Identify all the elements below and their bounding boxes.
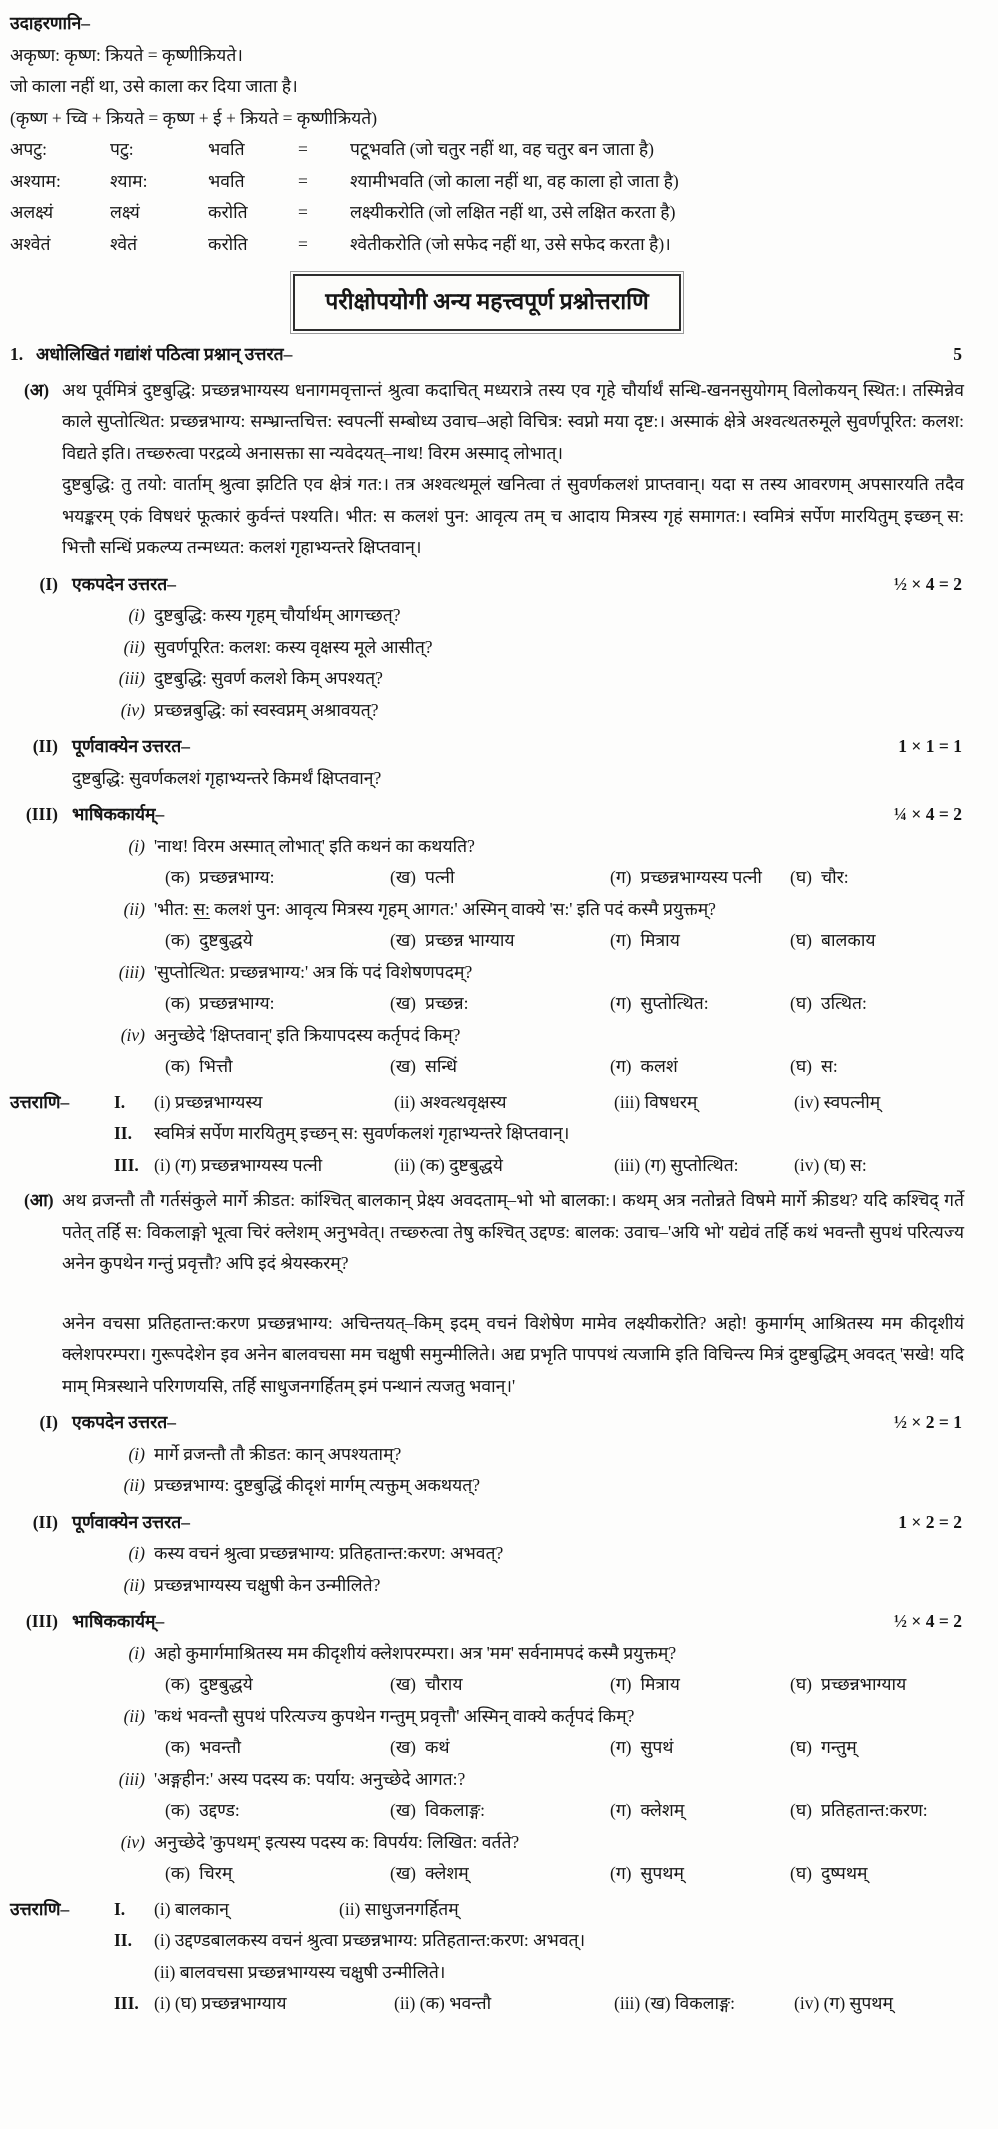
mcq-question: [10, 1764, 964, 1796]
option: [790, 1051, 964, 1083]
examples-section: [10, 8, 964, 260]
subsection-title: भाषिककार्यम्–: [72, 1611, 165, 1632]
underlined-word: स:: [193, 898, 210, 919]
item-text: प्रच्छन्नभाग्यस्य चक्षुषी केन उन्मीलिते?: [154, 1574, 381, 1595]
section-heading-box: परीक्षोपयोगी अन्य महत्त्वपूर्ण प्रश्नोत्तराणि: [293, 274, 681, 331]
option-value: विकलाङ्ग:: [424, 1800, 486, 1821]
option-key: (घ): [790, 1863, 812, 1884]
option-key: (घ): [790, 1737, 812, 1758]
option-key: (क): [165, 993, 191, 1014]
option: [610, 1795, 790, 1827]
mcq-question: [10, 1827, 964, 1859]
option-value: बालकाय: [821, 930, 876, 951]
options-row: [10, 1732, 964, 1764]
mcq-question: [10, 1020, 964, 1052]
item-number: (ii): [123, 1705, 145, 1726]
option: [790, 988, 964, 1020]
question-item: [10, 1538, 964, 1570]
option-key: (ग): [610, 1800, 632, 1821]
subsection-label: (III): [25, 1611, 58, 1632]
option: [790, 1858, 964, 1890]
example-result: श्वेतीकरोति (जो सफेद नहीं था, उसे सफेद करता है)।: [350, 233, 671, 254]
option-value: प्रच्छन्न:: [424, 993, 469, 1014]
section-heading-wrap: [10, 274, 964, 331]
item-number: (i): [128, 1543, 145, 1564]
example-row: [10, 166, 964, 198]
item-number: (iv): [120, 1831, 145, 1852]
option-key: (घ): [790, 1056, 812, 1077]
example-verb: भवति: [208, 139, 245, 159]
item-number: (i): [128, 1443, 145, 1464]
answer-roman: III.: [114, 1993, 139, 2014]
subsection-title: एकपदेन उत्तरत–: [72, 1412, 177, 1433]
option-value: सुपथम्: [640, 1863, 684, 1884]
mcq-question: [10, 1701, 964, 1733]
options-row: [10, 1051, 964, 1083]
option-value: उद्दण्ड:: [199, 1800, 240, 1821]
item-number: (ii): [123, 1475, 145, 1496]
item-number: (ii): [123, 1574, 145, 1595]
option: [390, 1732, 610, 1764]
option-value: प्रच्छन्नभाग्य:: [199, 993, 275, 1014]
item-text: अनुच्छेदे 'कुपथम्' इत्यस्य पदस्य क: विपर्यय: लिखित: वर्तते?: [154, 1831, 520, 1852]
answer-part: (ii) (क) भवन्तौ: [394, 1993, 492, 2014]
item-number: (i): [128, 1642, 145, 1663]
question-item: [10, 1470, 964, 1502]
answer-part: (i) प्रच्छन्नभाग्यस्य: [154, 1091, 263, 1112]
answers-block-aa: [10, 1894, 964, 2020]
option: [610, 1732, 790, 1764]
option-key: (ग): [610, 867, 632, 888]
option-key: (घ): [790, 1800, 812, 1821]
example-row: [10, 134, 964, 166]
option: [390, 1051, 610, 1083]
option-key: (क): [165, 930, 191, 951]
item-number: (iv): [120, 1024, 145, 1045]
subsection-heading: [10, 1606, 964, 1638]
question-1-heading: [10, 339, 964, 371]
option-value: कथं: [424, 1737, 450, 1758]
subsection-label: (I): [39, 573, 58, 594]
answer-part: (iv) (घ) स:: [794, 1154, 867, 1175]
example-base: अलक्ष्यं: [10, 202, 54, 222]
answer-part: (ii) (क) दुष्टबुद्धये: [394, 1154, 503, 1175]
options-row: [10, 1795, 964, 1827]
option-key: (ग): [610, 1863, 632, 1884]
option-key: (ख): [390, 993, 416, 1014]
answers-block-a: [10, 1087, 964, 1182]
option-key: (क): [165, 1800, 191, 1821]
option-value: सुप्तोत्थित:: [640, 993, 709, 1014]
item-number: (iii): [118, 668, 145, 689]
equals-sign: =: [298, 170, 308, 191]
option-value: दुष्टबुद्धये: [199, 930, 253, 951]
option-key: (ख): [390, 1056, 416, 1077]
equals-sign: =: [298, 202, 308, 222]
equals-sign: =: [298, 233, 308, 254]
answer-part: (ii) साधुजनगर्हितम्: [339, 1898, 459, 1919]
option: [165, 1858, 390, 1890]
option-key: (ग): [610, 993, 632, 1014]
subsection-heading: [10, 799, 964, 831]
subsection-heading: [10, 1407, 964, 1439]
option-value: क्लेशम्: [640, 1800, 685, 1821]
option-value: दुष्पथम्: [821, 1863, 868, 1884]
marks-value: ½ × 4 = 2: [893, 573, 962, 594]
option-value: चिरम्: [199, 1863, 233, 1884]
subsection-label: (I): [39, 1412, 58, 1433]
option-key: (ख): [390, 930, 416, 951]
subsection-title: पूर्णवाक्येन उत्तरत–: [72, 736, 191, 757]
question-item: [10, 1570, 964, 1602]
answer-row: [10, 1087, 964, 1119]
option: [390, 1795, 610, 1827]
option-value: कलशं: [640, 1056, 678, 1077]
option-value: मित्राय: [640, 1674, 680, 1695]
answer-line: (ii) बालवचसा प्रच्छन्नभाग्यस्य चक्षुषी उन्मीलिते।: [154, 1961, 446, 1982]
option-value: प्रतिहतान्त:करण:: [821, 1800, 928, 1821]
item-number: (ii): [123, 898, 145, 919]
item-number: (iii): [118, 1768, 145, 1789]
option: [610, 988, 790, 1020]
answer-roman: II.: [114, 1123, 132, 1144]
answers-label: उत्तराणि–: [10, 1091, 70, 1112]
equals-sign: =: [298, 139, 308, 159]
option-key: (ग): [610, 1737, 632, 1758]
answer-text: स्वमित्रं सर्पेण मारयितुम् इच्छन् स: सुवर्णकलशं गृहाभ्यन्तरे क्षिप्तवान्।: [154, 1123, 570, 1144]
example-base: अश्याम:: [10, 170, 61, 191]
mcq-question: [10, 831, 964, 863]
item-number: (ii): [123, 636, 145, 657]
example-word: श्वेतं: [110, 233, 138, 254]
subsection-label: (II): [32, 736, 58, 757]
option: [165, 988, 390, 1020]
subsection-label: (III): [25, 804, 58, 825]
option-key: (क): [165, 1674, 191, 1695]
subsection-heading: [10, 569, 964, 601]
option-value: उत्थित:: [821, 993, 867, 1014]
option: [165, 1051, 390, 1083]
passage-aa: [10, 1185, 964, 1402]
option-key: (क): [165, 867, 191, 888]
example-result: श्यामीभवति (जो काला नहीं था, वह काला हो जाता है): [350, 170, 679, 191]
item-text: 'भीत: स: कलशं पुन: आवृत्य मित्रस्य गृहम् आगत:' अस्मिन् वाक्ये 'स:' इति पदं कस्मै प्रयुक्तम्?: [154, 898, 716, 919]
passage-paragraph: अनेन वचसा प्रतिहतान्त:करण प्रच्छन्नभाग्य: अचिन्तयत्–किम् इदम् वचनं विशेषेण मामेव लक्ष्यीकरोति? अहो! कुमार्गम् आश्रितस्य मम कीदृशीयं क्लेशपरम्परा। गुरूपदेशेन इव अनेन बालवचसा मम चक्षुषी समुन्मीलिते। अद्य प्रभृति पापपथं त्यजामि इति विचिन्त्य मित्रं दुष्टबुद्धिम् अवदत् 'सखे! यदि माम् मित्रस्थाने परिगणयसि, तर्हि साधुजनगर्हितम् इमं पन्थानं त्यजतु भवान्।': [62, 1312, 964, 1396]
option-value: भित्तौ: [199, 1056, 233, 1077]
passage-paragraph: दुष्टबुद्धि: तु तयो: वार्ताम् श्रुत्वा झटिति एव क्षेत्रं गत:। तत्र अश्वत्थमूलं खनित्वा तं सुवर्णकलशं प्राप्तवान्। यदा स तस्य आवरणम् अपसारयति तदैव भयङ्करम् एकं विषधरं फूत्कारं कुर्वन्तं पश्यति। भीत: स कलशं पुन: आवृत्य तम् च आदाय मित्रस्य गृहं समागत:। स्वमित्रं सर्पेण मारयितुम् इच्छन् स: भित्तौ सन्धिं प्रकल्प्य तन्मध्यत: कलशं गृहाभ्यन्तरे क्षिप्तवान्।: [62, 474, 964, 558]
option-key: (घ): [790, 930, 812, 951]
subsection-title: एकपदेन उत्तरत–: [72, 573, 177, 594]
option-value: गन्तुम्: [821, 1737, 857, 1758]
marks-value: 1 × 2 = 2: [898, 1511, 962, 1532]
mcq-question: [10, 1638, 964, 1670]
mcq-question: [10, 957, 964, 989]
option-value: स:: [821, 1056, 838, 1077]
subsection-title: पूर्णवाक्येन उत्तरत–: [72, 1511, 191, 1532]
example-base: अपटु:: [10, 139, 47, 159]
item-text: अहो कुमार्गमाश्रितस्य मम कीदृशीयं क्लेशपरम्परा। अत्र 'मम' सर्वनामपदं कस्मै प्रयुक्तम्?: [154, 1642, 677, 1663]
example-sutra-line: अकृष्ण: कृष्ण: क्रियते = कृष्णीक्रियते।: [10, 44, 243, 65]
option-value: चौर:: [821, 867, 849, 888]
option-value: चौराय: [424, 1674, 463, 1695]
example-word: श्याम:: [110, 170, 148, 191]
option: [610, 862, 790, 894]
option-value: प्रच्छन्नभाग्याय: [821, 1674, 907, 1695]
answer-row: [10, 1988, 964, 2020]
option-value: सुपथं: [640, 1737, 674, 1758]
option-value: भवन्तौ: [199, 1737, 242, 1758]
example-word: पटु:: [110, 139, 134, 159]
option-key: (ग): [610, 1674, 632, 1695]
option: [790, 1732, 964, 1764]
option-key: (ख): [390, 1863, 416, 1884]
answer-part: (i) बालकान्: [154, 1898, 229, 1919]
item-text: दुष्टबुद्धि: कस्य गृहम् चौर्यार्थम् आगच्छत्?: [154, 605, 401, 626]
answer-roman: I.: [114, 1091, 126, 1112]
options-row: [10, 1858, 964, 1890]
question-item: दुष्टबुद्धि: सुवर्णकलशं गृहाभ्यन्तरे किमर्थं क्षिप्तवान्?: [72, 767, 382, 788]
option-key: (क): [165, 1737, 191, 1758]
option: [790, 1795, 964, 1827]
option: [165, 925, 390, 957]
example-verb: भवति: [208, 170, 245, 191]
passage-paragraph: अथ पूर्वमित्रं दुष्टबुद्धि: प्रच्छन्नभाग्यस्य धनागमवृत्तान्तं श्रुत्वा कदाचित् मध्यरात्रे तस्य एव गृहे चौर्यार्थं सन्धि-खननसुयोगम् विलोकयन् स्थित:। तस्मिन्नेव काले सुप्तोत्थित: प्रच्छन्नभाग्य: सम्भ्रान्तचित्त: स्वपत्नीं सम्बोध्य उवाच–अहो विचित्र: स्वप्नो मया दृष्ट:। अस्माकं क्षेत्रे अश्वत्थतरुमूले सुवर्णपूरित: कलश: विद्यते इति। तच्छ्रुत्वा परद्रव्ये अनासक्ता सा न्यवेदयत्–नाथ! विरम अस्माद् लोभात्।: [62, 379, 964, 463]
mcq-question: [10, 894, 964, 926]
marks-value: ½ × 4 = 2: [893, 1611, 962, 1632]
answer-roman: III.: [114, 1154, 139, 1175]
subsection-heading: [10, 1507, 964, 1539]
option-value: क्लेशम्: [424, 1863, 469, 1884]
option: [610, 925, 790, 957]
option: [165, 1732, 390, 1764]
item-text: कस्य वचनं श्रुत्वा प्रच्छन्नभाग्य: प्रतिहतान्त:करण: अभवत्?: [154, 1543, 504, 1564]
item-text: अनुच्छेदे 'क्षिप्तवान्' इति क्रियापदस्य कर्तृपदं किम्?: [154, 1024, 461, 1045]
option-value: प्रच्छन्नभाग्यस्य पत्नी: [640, 867, 762, 888]
option: [610, 1858, 790, 1890]
option: [610, 1051, 790, 1083]
answer-part: (iii) (ख) विकलाङ्ग:: [614, 1993, 736, 2014]
option-key: (ग): [610, 930, 632, 951]
item-text: 'कथं भवन्तौ सुपथं परित्यज्य कुपथेन गन्तुम् प्रवृत्तौ' अस्मिन् वाक्ये कर्तृपदं किम्?: [154, 1705, 635, 1726]
option: [390, 988, 610, 1020]
option-key: (ख): [390, 1800, 416, 1821]
option: [790, 862, 964, 894]
examples-heading: उदाहरणानि–: [10, 13, 91, 33]
question-text: अधोलिखितं गद्यांशं पठित्वा प्रश्नान् उत्तरत–: [36, 344, 293, 365]
option: [390, 925, 610, 957]
example-row: [10, 197, 964, 229]
answer-roman: II.: [114, 1930, 132, 1951]
option: [390, 862, 610, 894]
marks-value: 5: [953, 344, 962, 365]
option: [610, 1669, 790, 1701]
example-result: पटूभवति (जो चतुर नहीं था, वह चतुर बन जाता है): [350, 139, 655, 159]
option-value: मित्राय: [640, 930, 680, 951]
option: [390, 1858, 610, 1890]
example-hindi-line: जो काला नहीं था, उसे काला कर दिया जाता है।: [10, 76, 298, 96]
example-derivation-line: (कृष्ण + च्वि + क्रियते = कृष्ण + ई + क्रियते = कृष्णीक्रियते): [10, 107, 378, 128]
answer-roman: I.: [114, 1898, 126, 1919]
example-result: लक्ष्यीकरोति (जो लक्षित नहीं था, उसे लक्षित करता है): [350, 202, 676, 222]
option: [390, 1669, 610, 1701]
subsection-title: भाषिककार्यम्–: [72, 804, 165, 825]
question-item: [10, 600, 964, 632]
answer-line: (i) उद्दण्डबालकस्य वचनं श्रुत्वा प्रच्छन्नभाग्य: प्रतिहतान्त:करण: अभवत्।: [154, 1930, 586, 1951]
question-item: [10, 695, 964, 727]
passage-label: (अ): [24, 379, 50, 400]
option-value: दुष्टबुद्धये: [199, 1674, 253, 1695]
question-item: [10, 1439, 964, 1471]
passage-paragraph: अथ व्रजन्तौ तौ गर्तसंकुले मार्गे क्रीडत: कांश्चित् बालकान् प्रेक्ष्य अवदताम्–भो भो बालका:। कथम् अत्र नतोन्नते विषमे मार्गे क्रीडथ? यदि कश्चिद् गर्ते पतेत् तर्हि स: विकलाङ्गो भूत्वा चिरं क्लेशम् अनुभवेत्। तच्छ्रुत्वा तेषु कश्चित् उद्दण्ड: बालक: उवाच–'अयि भो' यद्येवं तर्हि कथं भवन्तौ सुपथं परित्यज्य अनेन कुपथेन गन्तुं प्रवृत्तौ? अपि इदं श्रेयस्करम्?: [62, 1190, 964, 1274]
marks-value: 1 × 1 = 1: [898, 736, 962, 757]
option-key: (ख): [390, 1737, 416, 1758]
options-row: [10, 862, 964, 894]
item-text: सुवर्णपूरित: कलश: कस्य वृक्षस्य मूले आसीत्?: [154, 636, 433, 657]
subsection-heading: [10, 731, 964, 763]
option-key: (क): [165, 1056, 191, 1077]
item-number: (i): [128, 605, 145, 626]
option-key: (घ): [790, 1674, 812, 1695]
option: [790, 1669, 964, 1701]
example-verb: करोति: [208, 233, 248, 254]
passage-label: (आ): [24, 1190, 54, 1211]
option-key: (ख): [390, 1674, 416, 1695]
answer-row: [10, 1925, 964, 1988]
option-value: प्रच्छन्न भाग्याय: [424, 930, 515, 951]
option-value: सन्धिं: [424, 1056, 457, 1077]
option: [790, 925, 964, 957]
answer-row: [10, 1118, 964, 1150]
answer-part: (i) (घ) प्रच्छन्नभाग्याय: [154, 1993, 287, 2014]
item-text: प्रच्छन्नभाग्य: दुष्टबुद्धिं कीदृशं मार्गम् त्यक्तुम् अकथयत्?: [154, 1475, 480, 1496]
marks-value: ½ × 2 = 1: [893, 1412, 962, 1433]
option: [165, 1669, 390, 1701]
answers-label: उत्तराणि–: [10, 1898, 70, 1919]
answer-part: (iv) (ग) सुपथम्: [794, 1993, 893, 2014]
option: [165, 862, 390, 894]
option-key: (घ): [790, 993, 812, 1014]
item-text: 'सुप्तोत्थित: प्रच्छन्नभाग्य:' अत्र किं पदं विशेषणपदम्?: [154, 961, 473, 982]
example-base: अश्वेतं: [10, 233, 51, 254]
example-word: लक्ष्यं: [110, 202, 140, 222]
question-item: [10, 663, 964, 695]
passage-a: [10, 375, 964, 564]
question-item: [10, 632, 964, 664]
item-number: (iv): [120, 699, 145, 720]
options-row: [10, 1669, 964, 1701]
option-key: (घ): [790, 867, 812, 888]
option-key: (ख): [390, 867, 416, 888]
subsection-label: (II): [32, 1511, 58, 1532]
answer-part: (i) (ग) प्रच्छन्नभाग्यस्य पत्नी: [154, 1154, 323, 1175]
item-text: 'नाथ! विरम अस्मात् लोभात्' इति कथनं का कथयति?: [154, 835, 475, 856]
marks-value: ¼ × 4 = 2: [893, 804, 962, 825]
example-row: [10, 229, 964, 261]
example-verb: करोति: [208, 202, 248, 222]
item-text: प्रच्छन्नबुद्धि: कां स्वस्वप्नम् अश्रावयत्?: [154, 699, 379, 720]
item-text: दुष्टबुद्धि: सुवर्ण कलशे किम् अपश्यत्?: [154, 668, 383, 689]
option-key: (ग): [610, 1056, 632, 1077]
option-value: प्रच्छन्नभाग्य:: [199, 867, 275, 888]
answer-part: (iii) (ग) सुप्तोत्थित:: [614, 1154, 739, 1175]
option-key: (क): [165, 1863, 191, 1884]
option-value: पत्नी: [424, 867, 455, 888]
answer-part: (iii) विषधरम्: [614, 1091, 698, 1112]
question-number: 1.: [10, 344, 24, 365]
answer-row: [10, 1150, 964, 1182]
options-row: [10, 988, 964, 1020]
item-text: मार्गे व्रजन्तौ तौ क्रीडत: कान् अपश्यताम्?: [154, 1443, 402, 1464]
answer-part: (ii) अश्वत्थवृक्षस्य: [394, 1091, 507, 1112]
option: [165, 1795, 390, 1827]
answer-part: (iv) स्वपत्नीम्: [794, 1091, 881, 1112]
item-number: (i): [128, 835, 145, 856]
answer-row: [10, 1894, 964, 1926]
item-number: (iii): [118, 961, 145, 982]
options-row: [10, 925, 964, 957]
item-text: 'अङ्गहीन:' अस्य पदस्य क: पर्याय: अनुच्छेदे आगत:?: [154, 1768, 466, 1789]
